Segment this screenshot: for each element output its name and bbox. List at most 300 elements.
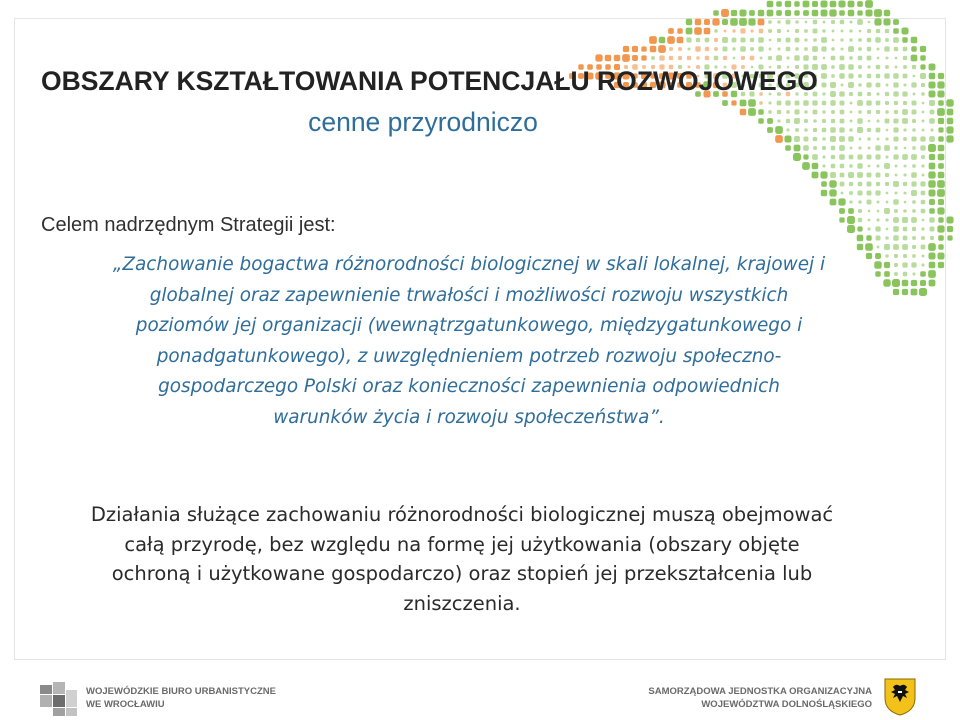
map-dot: [839, 217, 844, 222]
map-dot: [903, 227, 907, 231]
right-organization-name: [648, 685, 872, 711]
map-dot: [920, 55, 925, 60]
body-paragraph: [40, 500, 884, 618]
map-dot: [903, 173, 906, 176]
map-dot: [776, 1, 782, 7]
map-dot: [947, 118, 953, 124]
map-dot: [760, 57, 763, 60]
map-dot: [930, 236, 934, 240]
map-dot: [867, 38, 872, 43]
map-dot: [911, 262, 916, 267]
map-dot: [848, 1, 855, 8]
map-dot: [632, 46, 638, 52]
map-dot: [659, 55, 664, 60]
map-dot: [947, 235, 952, 240]
map-dot: [794, 10, 799, 15]
map-dot: [641, 55, 646, 60]
map-dot: [886, 156, 889, 159]
map-dot: [768, 20, 772, 24]
map-dot: [623, 46, 629, 52]
map-dot: [922, 111, 925, 114]
map-dot: [885, 92, 889, 96]
map-dot: [821, 37, 827, 43]
map-dot: [929, 199, 935, 205]
map-dot: [812, 100, 817, 105]
map-dot: [777, 20, 780, 23]
map-dot: [840, 182, 845, 187]
slide-title: OBSZARY KSZTAŁTOWANIA POTENCJAŁU ROZWOJOWEGO: [41, 66, 818, 96]
map-dot: [894, 47, 898, 51]
map-dot: [938, 163, 944, 169]
map-dot: [867, 128, 871, 132]
map-dot: [829, 9, 836, 16]
map-dot: [893, 37, 899, 43]
map-dot: [947, 226, 953, 232]
map-dot: [876, 128, 881, 133]
map-dot: [858, 83, 861, 86]
map-dot: [867, 227, 870, 230]
map-dot: [885, 137, 888, 140]
map-dot: [812, 172, 819, 179]
map-dot: [937, 189, 945, 197]
map-dot: [874, 18, 881, 25]
map-dot: [928, 252, 935, 259]
map-dot: [850, 120, 853, 123]
map-dot: [721, 9, 729, 17]
map-dot: [686, 37, 691, 42]
map-dot: [877, 246, 880, 249]
map-dot: [794, 1, 799, 6]
map-dot: [919, 288, 927, 296]
map-dot: [733, 57, 735, 59]
map-dot: [895, 66, 898, 69]
map-dot: [903, 101, 907, 105]
map-dot: [920, 136, 925, 141]
map-dot: [884, 208, 890, 214]
map-dot: [704, 28, 711, 35]
map-dot: [886, 57, 889, 60]
map-dot: [893, 127, 898, 132]
map-dot: [867, 200, 872, 205]
map-dot: [795, 20, 798, 23]
map-dot: [875, 226, 880, 231]
map-dot: [922, 255, 925, 258]
map-dot: [868, 147, 871, 150]
map-dot: [777, 38, 781, 42]
map-dot: [929, 118, 935, 124]
map-dot: [876, 29, 880, 33]
map-dot: [812, 10, 819, 17]
map-dot: [812, 1, 818, 7]
map-dot: [867, 191, 872, 196]
map-dot: [750, 38, 754, 42]
body-line: Działania służące zachowaniu różnorodności biologicznej muszą obejmować: [90, 503, 834, 526]
map-dot: [840, 20, 845, 25]
map-dot: [885, 110, 888, 113]
map-dot: [830, 100, 835, 105]
quote-line: ponadgatunkowego), z uwzględnieniem potrzeb rozwoju społeczno-: [156, 345, 782, 367]
map-dot: [848, 172, 854, 178]
map-dot: [876, 236, 881, 241]
map-dot: [614, 55, 620, 61]
map-dot: [831, 65, 834, 68]
map-dot: [857, 235, 864, 242]
coat-of-arms-icon: [884, 678, 916, 716]
map-dot: [750, 56, 755, 61]
map-dot: [696, 38, 700, 42]
map-dot: [667, 36, 675, 44]
map-dot: [929, 136, 935, 142]
map-dot: [839, 10, 845, 16]
map-dot: [714, 56, 719, 61]
map-dot: [911, 100, 916, 105]
map-dot: [821, 82, 826, 87]
map-dot: [769, 48, 772, 51]
map-dot: [877, 165, 880, 168]
map-dot: [929, 154, 935, 160]
map-dot: [849, 155, 854, 160]
map-dot: [893, 217, 899, 223]
map-dot: [696, 56, 699, 59]
map-dot: [937, 90, 944, 97]
map-dot: [694, 27, 702, 35]
map-dot: [768, 29, 772, 33]
map-dot: [937, 180, 945, 188]
map-dot: [903, 128, 906, 131]
map-dot: [876, 173, 881, 178]
map-dot: [849, 200, 852, 203]
map-dot: [921, 164, 924, 167]
map-dot: [921, 200, 926, 205]
map-dot: [946, 99, 953, 106]
map-dot: [831, 164, 836, 169]
map-dot: [885, 101, 889, 105]
map-dot: [849, 92, 853, 96]
map-dot: [884, 46, 889, 51]
map-dot: [859, 138, 862, 141]
map-dot: [821, 73, 827, 79]
map-dot: [930, 110, 935, 115]
map-dot: [865, 9, 872, 16]
map-dot: [748, 99, 756, 107]
map-dot: [858, 56, 863, 61]
map-dot: [857, 1, 863, 7]
map-dot: [876, 92, 879, 95]
map-dot: [848, 208, 854, 214]
map-dot: [813, 29, 818, 34]
map-dot: [893, 118, 898, 123]
map-dot: [858, 218, 862, 222]
map-dot: [677, 28, 682, 33]
map-dot: [867, 47, 871, 51]
map-dot: [723, 56, 727, 60]
map-dot: [885, 218, 888, 221]
map-dot: [912, 245, 916, 249]
map-dot: [813, 38, 817, 42]
map-dot: [850, 21, 853, 24]
quote-line: „Zachowanie bogactwa różnorodności biologicznej w skali lokalnej, krajowej i: [112, 254, 826, 275]
map-dot: [884, 145, 890, 151]
map-dot: [821, 181, 827, 187]
map-dot: [895, 165, 898, 168]
map-dot: [859, 147, 862, 150]
map-dot: [794, 55, 799, 60]
map-dot: [920, 271, 926, 277]
map-dot: [893, 154, 898, 159]
map-dot: [885, 119, 890, 124]
map-dot: [867, 29, 871, 33]
left-organization-name: [86, 685, 276, 711]
map-dot: [885, 65, 889, 69]
map-dot: [903, 65, 907, 69]
map-dot: [902, 154, 908, 160]
map-dot: [928, 270, 936, 278]
map-dot: [928, 189, 935, 196]
map-dot: [904, 147, 906, 149]
map-dot: [938, 154, 945, 161]
map-dot: [730, 18, 738, 26]
map-dot: [794, 145, 801, 152]
map-dot: [921, 191, 926, 196]
map-dot: [830, 91, 836, 97]
map-dot: [867, 110, 871, 114]
map-dot: [802, 162, 810, 170]
map-dot: [938, 253, 945, 260]
map-dot: [858, 200, 861, 203]
map-dot: [876, 65, 880, 69]
map-dot: [937, 225, 944, 232]
map-dot: [893, 73, 898, 78]
map-dot: [876, 83, 881, 88]
map-dot: [877, 219, 880, 222]
map-dot: [857, 118, 862, 123]
slide-subtitle: cenne przyrodniczo: [308, 107, 538, 137]
map-dot: [920, 64, 925, 69]
map-dot: [829, 180, 836, 187]
map-dot: [904, 192, 907, 195]
map-dot: [921, 236, 925, 240]
map-dot: [849, 29, 852, 32]
map-dot: [858, 182, 862, 186]
map-dot: [928, 180, 935, 187]
map-dot: [785, 10, 791, 16]
left-org-line: WOJEWÓDZKIE BIURO URBANISTYCZNE: [86, 686, 276, 697]
quote-line: gospodarczego Polski oraz konieczności zapewnienia odpowiednich: [158, 376, 780, 398]
map-dot: [812, 154, 818, 160]
map-dot: [866, 82, 871, 87]
map-dot: [875, 154, 880, 159]
map-dot: [786, 56, 789, 59]
map-dot: [885, 38, 889, 42]
wbu-logo-icon: [40, 682, 78, 716]
map-dot: [893, 226, 899, 232]
map-dot: [876, 101, 881, 106]
map-dot: [884, 10, 890, 16]
map-dot: [822, 29, 825, 32]
map-dot: [776, 10, 782, 16]
map-dot: [651, 56, 655, 60]
map-dot: [912, 146, 915, 149]
left-org-line: WE WROCŁAWIU: [86, 699, 165, 710]
map-dot: [911, 190, 917, 196]
map-dot: [758, 19, 765, 26]
map-dot: [938, 199, 944, 205]
map-dot: [840, 38, 843, 41]
map-dot: [875, 145, 880, 150]
map-dot: [739, 9, 746, 16]
map-dot: [848, 10, 854, 16]
map-dot: [786, 38, 791, 43]
map-dot: [793, 153, 801, 161]
map-dot: [922, 102, 925, 105]
map-dot: [823, 57, 825, 59]
map-dot: [858, 38, 861, 41]
map-dot: [903, 137, 907, 141]
map-dot: [857, 154, 862, 159]
map-dot: [659, 37, 665, 43]
map-dot: [831, 155, 835, 159]
map-dot: [831, 74, 835, 78]
map-dot: [894, 110, 898, 114]
map-dot: [803, 100, 808, 105]
map-dot: [895, 57, 898, 60]
map-dot: [903, 272, 907, 276]
map-dot: [786, 47, 791, 52]
map-dot: [938, 235, 944, 241]
map-dot: [750, 47, 754, 51]
map-dot: [921, 245, 926, 250]
map-dot: [938, 244, 943, 249]
map-dot: [947, 109, 954, 116]
map-dot: [850, 111, 852, 113]
map-dot: [848, 46, 854, 52]
map-dot: [876, 110, 880, 114]
map-dot: [838, 0, 845, 7]
map-dot: [920, 46, 926, 52]
map-dot: [902, 91, 907, 96]
map-dot: [929, 163, 936, 170]
map-dot: [804, 29, 808, 33]
map-dot: [795, 101, 800, 106]
map-dot: [902, 217, 908, 223]
map-dot: [911, 136, 916, 141]
map-dot: [911, 82, 916, 87]
map-dot: [929, 217, 934, 222]
map-dot: [868, 165, 870, 167]
map-dot: [722, 46, 727, 51]
map-dot: [712, 18, 719, 25]
map-dot: [921, 209, 926, 214]
map-dot: [868, 120, 871, 123]
map-dot: [705, 38, 710, 43]
map-dot: [857, 127, 863, 133]
map-dot: [840, 164, 845, 169]
map-dot: [877, 201, 880, 204]
map-dot: [902, 37, 907, 42]
map-dot: [787, 30, 789, 32]
map-dot: [902, 118, 908, 124]
map-dot: [740, 100, 747, 107]
map-dot: [929, 262, 936, 269]
map-dot: [867, 182, 872, 187]
map-dot: [867, 56, 872, 61]
map-dot: [849, 128, 852, 131]
map-dot: [813, 146, 817, 150]
map-dot: [893, 91, 898, 96]
map-dot: [739, 18, 747, 26]
map-dot: [938, 136, 943, 141]
map-dot: [848, 64, 854, 70]
map-dot: [912, 200, 916, 204]
map-dot: [938, 172, 945, 179]
map-dot: [830, 82, 836, 88]
map-dot: [805, 21, 807, 23]
map-dot: [902, 280, 909, 287]
map-dot: [868, 210, 870, 212]
map-dot: [732, 38, 737, 43]
map-dot: [857, 163, 862, 168]
map-dot: [946, 126, 953, 133]
map-dot: [820, 171, 827, 178]
map-dot: [922, 264, 925, 267]
map-dot: [931, 129, 934, 132]
map-dot: [946, 216, 953, 223]
map-dot: [821, 190, 827, 196]
map-dot: [893, 244, 899, 250]
map-dot: [732, 47, 735, 50]
map-dot: [858, 92, 862, 96]
map-dot: [938, 217, 943, 222]
map-dot: [857, 19, 863, 25]
map-dot: [911, 37, 918, 44]
map-dot: [605, 55, 611, 61]
quote-line: warunków życia i rozwoju społeczeństwa”.: [273, 406, 665, 428]
map-dot: [740, 28, 745, 33]
map-dot: [937, 108, 945, 116]
map-dot: [911, 46, 916, 51]
quote-line: poziomów jej organizacji (wewnątrzgatunkowego, międzygatunkowego i: [135, 315, 803, 337]
map-dot: [767, 10, 774, 17]
map-dot: [904, 165, 907, 168]
map-dot: [884, 163, 890, 169]
map-dot: [938, 73, 944, 79]
map-dot: [669, 56, 673, 60]
map-dot: [850, 147, 853, 150]
map-dot: [714, 29, 717, 32]
map-dot: [724, 30, 727, 33]
map-dot: [841, 30, 844, 33]
map-dot: [921, 227, 924, 230]
map-dot: [866, 100, 871, 105]
map-dot: [874, 9, 882, 17]
map-dot: [850, 102, 853, 105]
map-dot: [722, 100, 728, 106]
map-dot: [695, 46, 700, 51]
map-dot: [929, 73, 936, 80]
map-dot: [913, 75, 916, 78]
map-dot: [849, 164, 852, 167]
map-dot: [938, 100, 944, 106]
map-dot: [740, 46, 746, 52]
map-dot: [875, 37, 880, 42]
map-dot: [912, 119, 916, 123]
map-dot: [893, 28, 899, 34]
map-dot: [740, 37, 745, 42]
map-dot: [795, 38, 800, 43]
map-dot: [839, 154, 845, 160]
map-dot: [868, 21, 870, 23]
map-dot: [778, 48, 781, 51]
